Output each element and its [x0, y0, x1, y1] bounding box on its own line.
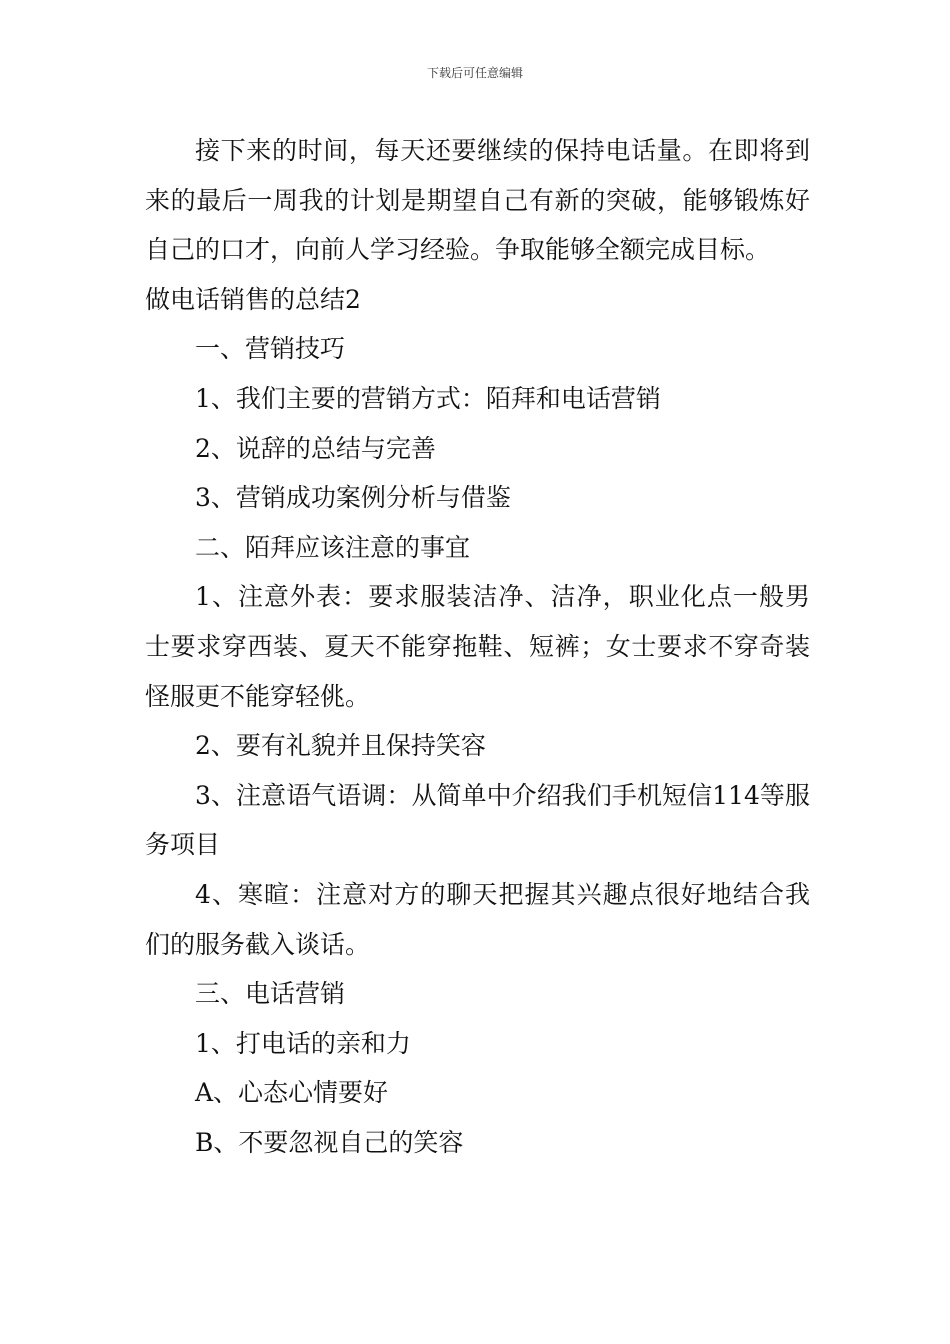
- list-item: 3、注意语气语调：从简单中介绍我们手机短信114等服务项目: [145, 780, 810, 860]
- list-item: 1、打电话的亲和力: [195, 1028, 411, 1058]
- heading-marketing-skills: 一、营销技巧: [195, 334, 346, 364]
- list-item: 1、注意外表：要求服装洁净、洁净，职业化点一般男士要求穿西装、夏天不能穿拖鞋、短裤；女士要求不穿奇装怪服更不能穿轻佻。: [145, 582, 810, 711]
- list-item: 2、说辞的总结与完善: [195, 433, 436, 463]
- heading-visit-notes: 二、陌拜应该注意的事宜: [195, 532, 471, 562]
- list-item: 4、寒暄：注意对方的聊天把握其兴趣点很好地结合我们的服务截入谈话。: [145, 879, 810, 959]
- page-header: 下载后可任意编辑: [426, 66, 523, 80]
- paragraph-plan: 接下来的时间，每天还要继续的保持电话量。在即将到来的最后一周我的计划是期望自己有新的突破，能够锻炼好自己的口才，向前人学习经验。争取能够全额完成目标。: [145, 136, 810, 265]
- list-item: 3、营销成功案例分析与借鉴: [195, 483, 511, 513]
- list-item: B、不要忽视自己的笑容: [195, 1127, 464, 1157]
- list-item: A、心态心情要好: [195, 1078, 389, 1108]
- section-title: 做电话销售的总结2: [145, 284, 361, 314]
- list-item: 2、要有礼貌并且保持笑容: [195, 731, 486, 761]
- heading-phone-marketing: 三、电话营销: [195, 979, 346, 1009]
- list-item: 1、我们主要的营销方式：陌拜和电话营销: [195, 383, 661, 413]
- document-body: [145, 126, 810, 1167]
